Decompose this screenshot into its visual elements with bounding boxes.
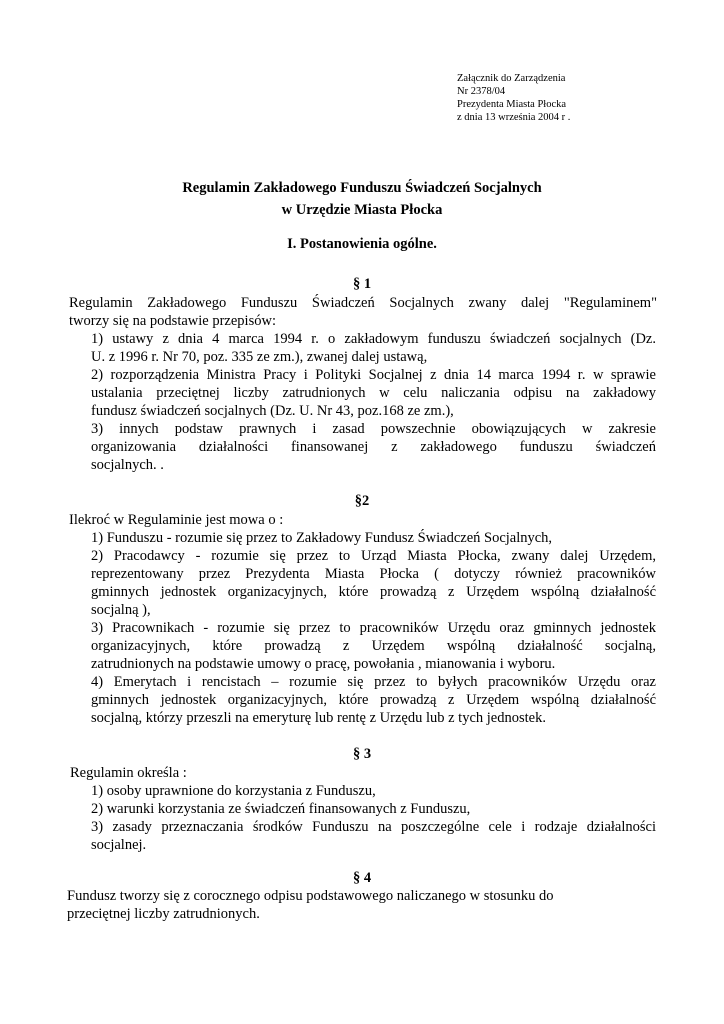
chapter-heading: I. Postanowienia ogólne. [287, 236, 437, 252]
list-item: 3) innych podstaw prawnych i zasad powszechnie obowiązujących w zakresie [91, 421, 656, 437]
list-item: 2) Pracodawcy - rozumie się przez to Urząd Miasta Płocka, zwany dalej Urzędem, [91, 548, 656, 564]
section-heading: § 1 [352, 276, 372, 292]
annex-line: Nr 2378/04 [457, 86, 506, 97]
list-item: reprezentowany przez Prezydenta Miasta Płocka ( dotyczy również pracowników [91, 566, 656, 582]
list-item: socjalnych. . [91, 457, 164, 473]
list-item: fundusz świadczeń socjalnych (Dz. U. Nr 43, poz.168 ze zm.), [91, 403, 454, 419]
list-item: 3) Pracownikach - rozumie się przez to pracowników Urzędu oraz gminnych jednostek [91, 620, 656, 636]
list-item: socjalną ), [91, 602, 151, 618]
annex-line: Załącznik do Zarządzenia [457, 73, 566, 84]
section-heading: § 3 [352, 746, 372, 762]
list-item: socjalnej. [91, 837, 147, 853]
list-item: socjalną, którzy przeszli na emeryturę lub rentę z Urzędu lub z tych jednostek. [91, 710, 546, 726]
section-heading: §2 [354, 493, 370, 509]
list-item: 2) warunki korzystania ze świadczeń finansowanych z Funduszu, [91, 801, 471, 817]
list-item: 3) zasady przeznaczania środków Funduszu na poszczególne cele i rodzaje działalności [91, 819, 656, 835]
paragraph-line: Regulamin Zakładowego Funduszu Świadczeń Socjalnych zwany dalej "Regulaminem" [69, 295, 657, 311]
annex-line: Prezydenta Miasta Płocka [457, 99, 567, 110]
paragraph-line: tworzy się na podstawie przepisów: [69, 313, 276, 329]
list-item: gminnych jednostek organizacyjnych, które prowadzą z Urzędem wspólną działalność [91, 584, 656, 600]
list-item: organizacyjnych, które prowadzą z Urzędem wspólną działalność socjalną, [91, 638, 656, 654]
list-item: U. z 1996 r. Nr 70, poz. 335 ze zm.), zwanej dalej ustawą, [91, 349, 428, 365]
list-item: zatrudnionych na podstawie umowy o pracę, powołania , mianowania i wyboru. [91, 656, 556, 672]
list-item: organizowania działalności finansowanej z zakładowego funduszu świadczeń [91, 439, 656, 455]
document-subtitle: w Urzędzie Miasta Płocka [281, 202, 443, 218]
paragraph-line: Fundusz tworzy się z corocznego odpisu podstawowego naliczanego w stosunku do [67, 888, 554, 904]
paragraph-line: Regulamin określa : [70, 765, 187, 781]
paragraph-line: Ilekroć w Regulaminie jest mowa o : [69, 512, 284, 528]
list-item: 1) ustawy z dnia 4 marca 1994 r. o zakładowym funduszu świadczeń socjalnych (Dz. [91, 331, 656, 347]
paragraph-line: przeciętnej liczby zatrudnionych. [67, 906, 260, 922]
list-item: ustalania przeciętnej liczby zatrudnionych w celu naliczania odpisu na zakładowy [91, 385, 656, 401]
annex-note [457, 72, 570, 124]
list-item: 4) Emerytach i rencistach – rozumie się przez to byłych pracowników Urzędu oraz [91, 674, 656, 690]
list-item: gminnych jednostek organizacyjnych, które prowadzą z Urzędem wspólną działalność [91, 692, 656, 708]
annex-line: z dnia 13 września 2004 r . [457, 112, 571, 123]
list-item: 1) Funduszu - rozumie się przez to Zakładowy Fundusz Świadczeń Socjalnych, [91, 530, 553, 546]
document-title: Regulamin Zakładowego Funduszu Świadczeń Socjalnych [182, 180, 542, 196]
section-heading: § 4 [352, 870, 372, 886]
list-item: 2) rozporządzenia Ministra Pracy i Polityki Socjalnej z dnia 14 marca 1994 r. w sprawie [91, 367, 656, 383]
list-item: 1) osoby uprawnione do korzystania z Funduszu, [91, 783, 376, 799]
